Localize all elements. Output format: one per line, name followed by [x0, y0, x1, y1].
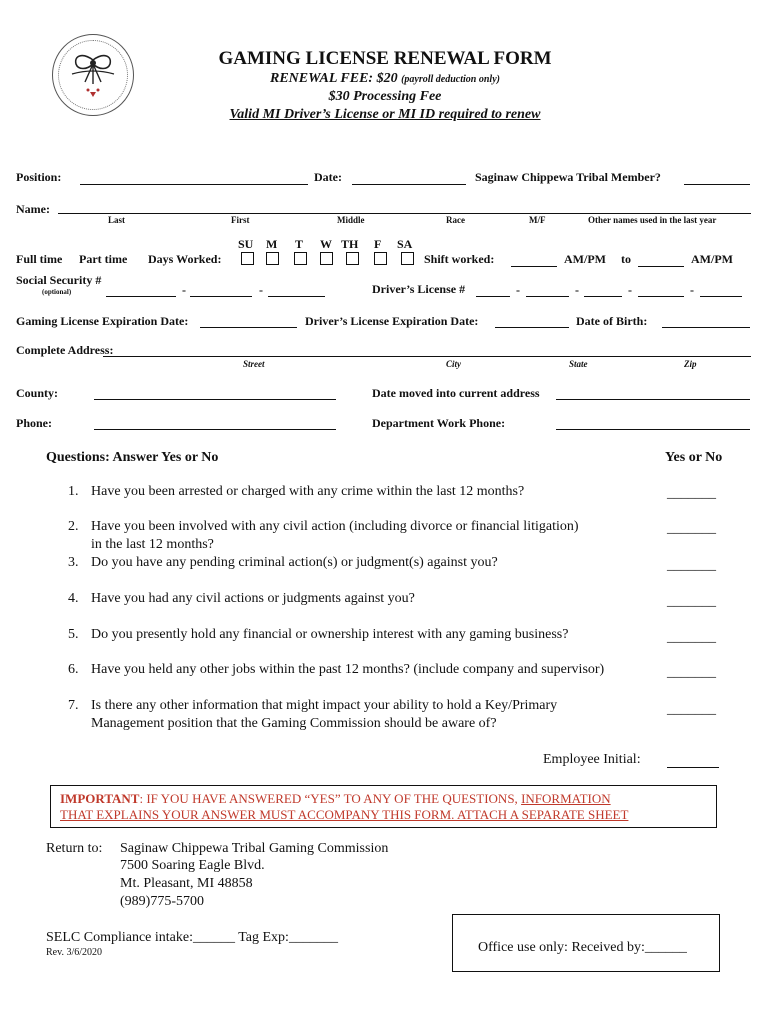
dl-exp-field[interactable]: [495, 327, 569, 328]
dl-dash-1: -: [516, 283, 520, 297]
date-moved-field[interactable]: [556, 399, 750, 400]
dl-part1-field[interactable]: [476, 296, 510, 297]
return-phone: (989)775-5700: [120, 894, 204, 909]
county-label: County:: [16, 386, 59, 400]
renewal-fee-note: (payroll deduction only): [401, 74, 500, 85]
return-to-label: Return to:: [46, 841, 103, 856]
return-city: Mt. Pleasant, MI 48858: [120, 876, 253, 891]
important-line-1: [60, 791, 611, 807]
address-label: Complete Address:: [16, 343, 114, 357]
ssn-dash-2: -: [259, 283, 263, 297]
important-line-2: THAT EXPLAINS YOUR ANSWER MUST ACCOMPANY THIS FORM. ATTACH A SEPARATE SHEET: [60, 807, 629, 822]
drivers-license-label: Driver’s License #: [372, 282, 466, 296]
yes-no-header: Yes or No: [665, 450, 723, 465]
date-field[interactable]: [352, 184, 466, 185]
form-title: GAMING LICENSE RENEWAL FORM: [218, 48, 552, 69]
question-7-answer[interactable]: _______: [667, 702, 716, 717]
question-1-num: 1.: [68, 484, 79, 499]
dept-phone-label: Department Work Phone:: [372, 416, 506, 430]
checkbox-sa[interactable]: [401, 252, 414, 265]
ssn-part1-field[interactable]: [106, 296, 176, 297]
renewal-fee: RENEWAL FEE: $20: [270, 71, 398, 86]
shift-start-field[interactable]: [511, 266, 557, 267]
employee-initial-label: Employee Initial:: [543, 752, 641, 767]
question-2-answer[interactable]: _______: [667, 521, 716, 536]
question-3-text: Do you have any pending criminal action(s) or judgment(s) against you?: [91, 555, 498, 570]
checkbox-f[interactable]: [374, 252, 387, 265]
question-2-text-cont: in the last 12 months?: [91, 537, 214, 552]
important-lead: IMPORTANT: [60, 791, 140, 806]
question-6-answer[interactable]: _______: [667, 665, 716, 680]
question-6-num: 6.: [68, 662, 79, 677]
question-3-answer[interactable]: _______: [667, 558, 716, 573]
dob-label: Date of Birth:: [576, 314, 648, 328]
question-2-num: 2.: [68, 519, 79, 534]
shift-to-label: to: [621, 252, 631, 266]
important-information: INFORMATION: [521, 791, 611, 806]
name-sub-mf: M/F: [529, 215, 546, 225]
checkbox-su[interactable]: [241, 252, 254, 265]
ssn-part2-field[interactable]: [190, 296, 252, 297]
question-2-text: Have you been involved with any civil action (including divorce or financial litigation): [91, 519, 579, 534]
tribal-member-label: Saginaw Chippewa Tribal Member?: [475, 170, 661, 184]
question-1-answer[interactable]: _______: [667, 486, 716, 501]
day-su: SU: [238, 237, 254, 251]
date-moved-label: Date moved into current address: [372, 386, 540, 400]
revision-date: Rev. 3/6/2020: [46, 947, 103, 958]
phone-label: Phone:: [16, 416, 52, 430]
days-worked-label: Days Worked:: [148, 252, 222, 266]
checkbox-m[interactable]: [266, 252, 279, 265]
address-field[interactable]: [103, 356, 751, 357]
return-org: Saginaw Chippewa Tribal Gaming Commission: [120, 841, 389, 856]
shift-worked-label: Shift worked:: [424, 252, 495, 266]
dl-dash-3: -: [628, 283, 632, 297]
question-7-text: Is there any other information that might impact your ability to hold a Key/Primary: [91, 698, 558, 713]
id-requirement: Valid MI Driver’s License or MI ID required to renew: [229, 107, 541, 122]
question-5-text: Do you presently hold any financial or ownership interest with any gaming business?: [91, 627, 569, 642]
dl-part3-field[interactable]: [584, 296, 622, 297]
day-w: W: [320, 237, 332, 251]
dl-part4-field[interactable]: [638, 296, 684, 297]
address-sub-zip: Zip: [684, 359, 697, 369]
question-4-num: 4.: [68, 591, 79, 606]
day-f: F: [374, 237, 382, 251]
checkbox-t[interactable]: [294, 252, 307, 265]
processing-fee: $30 Processing Fee: [328, 89, 442, 104]
dl-exp-label: Driver’s License Expiration Date:: [305, 314, 479, 328]
part-time-label[interactable]: Part time: [79, 252, 128, 266]
questions-header: Questions: Answer Yes or No: [46, 450, 219, 465]
dl-dash-4: -: [690, 283, 694, 297]
question-6-text: Have you held any other jobs within the past 12 months? (include company and supervisor): [91, 662, 605, 677]
address-sub-city: City: [446, 359, 461, 369]
checkbox-w[interactable]: [320, 252, 333, 265]
name-sub-other-names: Other names used in the last year: [588, 215, 717, 225]
phone-field[interactable]: [94, 429, 336, 430]
office-use-received-by[interactable]: Office use only: Received by:______: [478, 940, 687, 955]
dl-dash-2: -: [575, 283, 579, 297]
name-label: Name:: [16, 202, 50, 216]
address-sub-street: Street: [243, 359, 265, 369]
date-label: Date:: [314, 170, 342, 184]
dept-phone-field[interactable]: [556, 429, 750, 430]
day-t: T: [295, 237, 304, 251]
day-m: M: [266, 237, 278, 251]
name-sub-last: Last: [108, 215, 126, 225]
shift-start-ampm: AM/PM: [564, 252, 606, 266]
name-sub-middle: Middle: [337, 215, 365, 225]
checkbox-th[interactable]: [346, 252, 359, 265]
tribal-member-field[interactable]: [684, 184, 750, 185]
ssn-label: Social Security #: [16, 273, 102, 287]
shift-end-ampm: AM/PM: [691, 252, 733, 266]
position-field[interactable]: [80, 184, 308, 185]
question-3-num: 3.: [68, 555, 79, 570]
gaming-exp-label: Gaming License Expiration Date:: [16, 314, 189, 328]
dl-part5-field[interactable]: [700, 296, 742, 297]
return-street: 7500 Soaring Eagle Blvd.: [120, 858, 265, 873]
full-time-label[interactable]: Full time: [16, 252, 63, 266]
question-4-text: Have you had any civil actions or judgments against you?: [91, 591, 415, 606]
employee-initial-field[interactable]: [667, 767, 719, 768]
ssn-optional: (optional): [42, 288, 72, 296]
shift-end-field[interactable]: [638, 266, 684, 267]
dob-field[interactable]: [662, 327, 750, 328]
ssn-part3-field[interactable]: [268, 296, 325, 297]
gaming-exp-field[interactable]: [200, 327, 297, 328]
day-th: TH: [341, 237, 359, 251]
county-field[interactable]: [94, 399, 336, 400]
question-7-text-cont: Management position that the Gaming Commission should be aware of?: [91, 716, 497, 731]
day-sa: SA: [397, 237, 413, 251]
name-sub-first: First: [231, 215, 250, 225]
question-5-num: 5.: [68, 627, 79, 642]
dl-part2-field[interactable]: [526, 296, 569, 297]
position-label: Position:: [16, 170, 62, 184]
ssn-dash-1: -: [182, 283, 186, 297]
renewal-fee-line: [0, 71, 770, 87]
question-7-num: 7.: [68, 698, 79, 713]
question-1-text: Have you been arrested or charged with any crime within the last 12 months?: [91, 484, 525, 499]
question-5-answer[interactable]: _______: [667, 630, 716, 645]
question-4-answer[interactable]: _______: [667, 594, 716, 609]
address-sub-state: State: [569, 359, 588, 369]
selc-compliance[interactable]: SELC Compliance intake:______ Tag Exp:_______: [46, 930, 338, 945]
important-line-1-text: : IF YOU HAVE ANSWERED “YES” TO ANY OF THE QUESTIONS,: [139, 791, 522, 806]
name-field[interactable]: [58, 213, 751, 214]
name-sub-race: Race: [446, 215, 465, 225]
